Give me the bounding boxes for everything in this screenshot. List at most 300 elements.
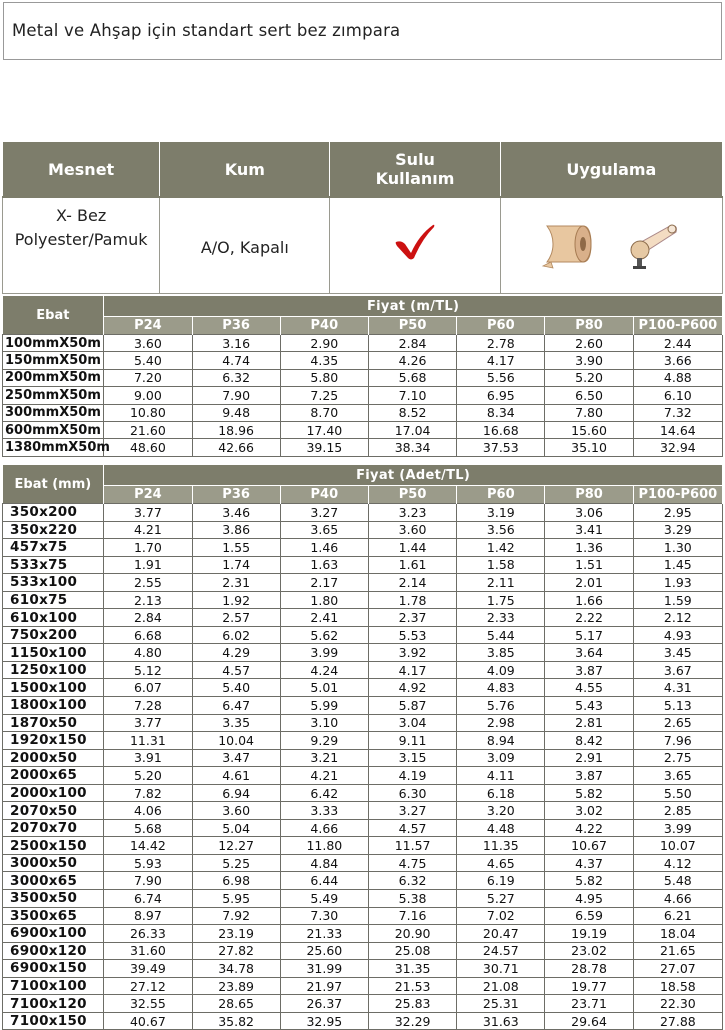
price-cell: 1.74 xyxy=(192,556,280,574)
belt-sander-icon xyxy=(626,220,682,272)
price-cell: 3.60 xyxy=(368,521,456,539)
price-cell: 31.35 xyxy=(368,960,456,978)
mesnet-line-1: X- Bez xyxy=(55,206,107,225)
price-cell: 7.82 xyxy=(104,784,192,802)
table-row xyxy=(3,521,723,539)
size-label: 6900x120 xyxy=(3,942,104,960)
table-row xyxy=(3,749,723,767)
price-cell: 26.37 xyxy=(280,995,368,1013)
price-cell: 28.65 xyxy=(192,995,280,1013)
price-cell: 3.86 xyxy=(192,521,280,539)
price-cell: 35.10 xyxy=(545,439,633,456)
price-cell: 24.57 xyxy=(457,942,545,960)
price-cell: 2.75 xyxy=(633,749,722,767)
price-cell: 3.27 xyxy=(368,802,456,820)
table-row xyxy=(3,732,723,750)
product-title: Metal ve Ahşap için standart sert bez zımpara xyxy=(12,21,401,40)
price-cell: 39.49 xyxy=(104,960,192,978)
price-cell: 9.48 xyxy=(192,404,280,421)
price-cell: 10.80 xyxy=(104,404,192,421)
price-cell: 4.35 xyxy=(280,352,368,369)
price-cell: 2.12 xyxy=(633,609,722,627)
price-cell: 3.15 xyxy=(368,749,456,767)
price-cell: 21.53 xyxy=(368,977,456,995)
price-cell: 5.62 xyxy=(280,626,368,644)
price-cell: 2.44 xyxy=(633,335,722,352)
table-row xyxy=(3,404,723,421)
size-label: 350x200 xyxy=(3,504,104,522)
table-row xyxy=(3,626,723,644)
price-cell: 5.76 xyxy=(457,697,545,715)
grit-header-p36: P36 xyxy=(192,317,280,335)
price-cell: 1.55 xyxy=(192,539,280,557)
price-cell: 11.31 xyxy=(104,732,192,750)
price-cell: 4.61 xyxy=(192,767,280,785)
price-cell: 2.33 xyxy=(457,609,545,627)
price-cell: 3.77 xyxy=(104,504,192,522)
header-sulu-kullanim xyxy=(330,142,500,198)
price-cell: 1.80 xyxy=(280,591,368,609)
price-cell: 8.70 xyxy=(280,404,368,421)
price-cell: 3.60 xyxy=(192,802,280,820)
price-cell: 6.19 xyxy=(457,872,545,890)
price-cell: 18.96 xyxy=(192,421,280,438)
size-label: 1150x100 xyxy=(3,644,104,662)
price-cell: 5.49 xyxy=(280,890,368,908)
table-row xyxy=(3,539,723,557)
cell-sulu xyxy=(330,197,500,294)
price-cell: 6.32 xyxy=(192,369,280,386)
price-cell: 26.33 xyxy=(104,925,192,943)
mesnet-line-2: Polyester/Pamuk xyxy=(14,230,148,249)
price-cell: 3.29 xyxy=(633,521,722,539)
size-label: 3000x50 xyxy=(3,854,104,872)
price-cell: 4.06 xyxy=(104,802,192,820)
price-cell: 3.77 xyxy=(104,714,192,732)
table2-group-header: Fiyat (Adet/TL) xyxy=(104,465,723,486)
price-cell: 4.37 xyxy=(545,854,633,872)
price-table-piece xyxy=(2,465,723,1030)
price-cell: 6.98 xyxy=(192,872,280,890)
price-cell: 3.99 xyxy=(280,644,368,662)
price-cell: 21.60 xyxy=(104,421,192,438)
price-cell: 1.42 xyxy=(457,539,545,557)
price-cell: 3.64 xyxy=(545,644,633,662)
size-label: 7100x150 xyxy=(3,1012,104,1030)
price-cell: 5.93 xyxy=(104,854,192,872)
price-cell: 5.20 xyxy=(545,369,633,386)
price-cell: 32.29 xyxy=(368,1012,456,1030)
table-row xyxy=(3,925,723,943)
price-cell: 6.74 xyxy=(104,890,192,908)
price-cell: 5.53 xyxy=(368,626,456,644)
size-label: 2000x65 xyxy=(3,767,104,785)
price-cell: 2.78 xyxy=(457,335,545,352)
price-cell: 7.16 xyxy=(368,907,456,925)
price-cell: 1.61 xyxy=(368,556,456,574)
price-cell: 2.60 xyxy=(545,335,633,352)
size-label: 6900x100 xyxy=(3,925,104,943)
price-cell: 2.84 xyxy=(104,609,192,627)
price-cell: 3.66 xyxy=(633,352,722,369)
header-uygulama: Uygulama xyxy=(500,142,722,198)
price-cell: 5.82 xyxy=(545,872,633,890)
price-cell: 6.94 xyxy=(192,784,280,802)
size-label: 7100x120 xyxy=(3,995,104,1013)
price-cell: 5.20 xyxy=(104,767,192,785)
price-cell: 2.14 xyxy=(368,574,456,592)
price-cell: 5.27 xyxy=(457,890,545,908)
price-cell: 14.42 xyxy=(104,837,192,855)
price-cell: 4.88 xyxy=(633,369,722,386)
price-cell: 3.45 xyxy=(633,644,722,662)
price-cell: 7.30 xyxy=(280,907,368,925)
size-label: 7100x100 xyxy=(3,977,104,995)
price-cell: 4.95 xyxy=(545,890,633,908)
price-cell: 20.90 xyxy=(368,925,456,943)
price-cell: 15.60 xyxy=(545,421,633,438)
price-cell: 4.17 xyxy=(368,661,456,679)
price-cell: 7.20 xyxy=(104,369,192,386)
price-cell: 10.04 xyxy=(192,732,280,750)
price-cell: 4.65 xyxy=(457,854,545,872)
price-cell: 18.58 xyxy=(633,977,722,995)
price-cell: 1.45 xyxy=(633,556,722,574)
price-cell: 32.55 xyxy=(104,995,192,1013)
price-cell: 1.51 xyxy=(545,556,633,574)
size-label: 1920x150 xyxy=(3,732,104,750)
price-cell: 31.60 xyxy=(104,942,192,960)
price-cell: 3.35 xyxy=(192,714,280,732)
size-label: 1500x100 xyxy=(3,679,104,697)
table-row xyxy=(3,504,723,522)
price-cell: 25.83 xyxy=(368,995,456,1013)
price-cell: 1.58 xyxy=(457,556,545,574)
price-cell: 1.46 xyxy=(280,539,368,557)
price-cell: 5.38 xyxy=(368,890,456,908)
price-cell: 2.81 xyxy=(545,714,633,732)
price-cell: 1.91 xyxy=(104,556,192,574)
price-cell: 5.56 xyxy=(457,369,545,386)
price-cell: 4.22 xyxy=(545,819,633,837)
price-cell: 1.70 xyxy=(104,539,192,557)
price-cell: 3.60 xyxy=(104,335,192,352)
price-cell: 16.68 xyxy=(457,421,545,438)
price-cell: 21.97 xyxy=(280,977,368,995)
price-cell: 28.78 xyxy=(545,960,633,978)
price-cell: 1.63 xyxy=(280,556,368,574)
price-cell: 21.08 xyxy=(457,977,545,995)
price-cell: 5.87 xyxy=(368,697,456,715)
price-cell: 25.31 xyxy=(457,995,545,1013)
table-row xyxy=(3,661,723,679)
grit-header-p100-p600: P100-P600 xyxy=(633,486,722,504)
price-cell: 3.85 xyxy=(457,644,545,662)
price-cell: 5.50 xyxy=(633,784,722,802)
price-cell: 27.88 xyxy=(633,1012,722,1030)
price-cell: 3.21 xyxy=(280,749,368,767)
price-cell: 34.78 xyxy=(192,960,280,978)
price-cell: 3.56 xyxy=(457,521,545,539)
size-label: 3500x50 xyxy=(3,890,104,908)
table-row xyxy=(3,609,723,627)
table-row xyxy=(3,995,723,1013)
price-cell: 21.65 xyxy=(633,942,722,960)
size-label: 610x75 xyxy=(3,591,104,609)
size-label: 200mmX50m xyxy=(3,369,104,386)
grit-header-p50: P50 xyxy=(368,486,456,504)
price-cell: 3.27 xyxy=(280,504,368,522)
table-row xyxy=(3,352,723,369)
price-cell: 3.87 xyxy=(545,661,633,679)
price-cell: 23.71 xyxy=(545,995,633,1013)
size-label: 533x100 xyxy=(3,574,104,592)
price-cell: 2.17 xyxy=(280,574,368,592)
size-label: 150mmX50m xyxy=(3,352,104,369)
table-row xyxy=(3,960,723,978)
price-cell: 17.40 xyxy=(280,421,368,438)
price-cell: 27.82 xyxy=(192,942,280,960)
price-cell: 4.75 xyxy=(368,854,456,872)
price-table-meter xyxy=(2,296,723,457)
size-label: 1800x100 xyxy=(3,697,104,715)
price-cell: 2.91 xyxy=(545,749,633,767)
price-cell: 6.07 xyxy=(104,679,192,697)
size-label: 3000x65 xyxy=(3,872,104,890)
table-row xyxy=(3,837,723,855)
header-sulu-line-2: Kullanım xyxy=(375,169,455,188)
price-cell: 4.83 xyxy=(457,679,545,697)
price-cell: 5.17 xyxy=(545,626,633,644)
price-cell: 38.34 xyxy=(368,439,456,456)
price-cell: 29.64 xyxy=(545,1012,633,1030)
price-cell: 9.29 xyxy=(280,732,368,750)
size-label: 3500x65 xyxy=(3,907,104,925)
price-cell: 2.13 xyxy=(104,591,192,609)
size-label: 533x75 xyxy=(3,556,104,574)
price-cell: 32.94 xyxy=(633,439,722,456)
size-label: 350x220 xyxy=(3,521,104,539)
price-cell: 5.68 xyxy=(368,369,456,386)
price-cell: 2.11 xyxy=(457,574,545,592)
price-cell: 48.60 xyxy=(104,439,192,456)
price-cell: 32.95 xyxy=(280,1012,368,1030)
price-cell: 30.71 xyxy=(457,960,545,978)
size-label: 250mmX50m xyxy=(3,387,104,404)
price-cell: 6.42 xyxy=(280,784,368,802)
price-cell: 6.02 xyxy=(192,626,280,644)
size-label: 1250x100 xyxy=(3,661,104,679)
price-cell: 9.00 xyxy=(104,387,192,404)
table-row xyxy=(3,1012,723,1030)
red-checkmark-icon xyxy=(393,222,437,262)
table-row xyxy=(3,714,723,732)
price-cell: 3.09 xyxy=(457,749,545,767)
price-cell: 8.52 xyxy=(368,404,456,421)
price-cell: 35.82 xyxy=(192,1012,280,1030)
header-sulu-line-1: Sulu xyxy=(395,150,435,169)
grit-header-p60: P60 xyxy=(457,486,545,504)
price-cell: 5.82 xyxy=(545,784,633,802)
price-cell: 10.67 xyxy=(545,837,633,855)
price-cell: 8.42 xyxy=(545,732,633,750)
price-cell: 2.90 xyxy=(280,335,368,352)
price-cell: 3.06 xyxy=(545,504,633,522)
table-row xyxy=(3,591,723,609)
price-cell: 6.10 xyxy=(633,387,722,404)
table-row xyxy=(3,907,723,925)
price-cell: 11.80 xyxy=(280,837,368,855)
price-cell: 3.46 xyxy=(192,504,280,522)
price-cell: 6.44 xyxy=(280,872,368,890)
price-cell: 7.80 xyxy=(545,404,633,421)
price-cell: 2.95 xyxy=(633,504,722,522)
price-cell: 3.47 xyxy=(192,749,280,767)
table-row xyxy=(3,819,723,837)
price-cell: 1.30 xyxy=(633,539,722,557)
price-cell: 4.17 xyxy=(457,352,545,369)
price-cell: 22.30 xyxy=(633,995,722,1013)
price-cell: 4.31 xyxy=(633,679,722,697)
price-cell: 4.55 xyxy=(545,679,633,697)
price-cell: 3.65 xyxy=(280,521,368,539)
price-cell: 6.47 xyxy=(192,697,280,715)
price-cell: 3.90 xyxy=(545,352,633,369)
price-cell: 7.02 xyxy=(457,907,545,925)
header-kum: Kum xyxy=(160,142,330,198)
price-cell: 23.19 xyxy=(192,925,280,943)
grit-header-p80: P80 xyxy=(545,317,633,335)
grit-header-p40: P40 xyxy=(280,486,368,504)
cell-kum: A/O, Kapalı xyxy=(160,197,330,294)
price-cell: 6.18 xyxy=(457,784,545,802)
price-cell: 5.13 xyxy=(633,697,722,715)
price-cell: 3.20 xyxy=(457,802,545,820)
price-cell: 7.32 xyxy=(633,404,722,421)
price-cell: 4.66 xyxy=(633,890,722,908)
table-row xyxy=(3,784,723,802)
price-cell: 2.31 xyxy=(192,574,280,592)
cell-mesnet xyxy=(3,197,160,294)
price-cell: 8.97 xyxy=(104,907,192,925)
price-cell: 3.87 xyxy=(545,767,633,785)
size-label: 300mmX50m xyxy=(3,404,104,421)
size-label: 2070x70 xyxy=(3,819,104,837)
price-cell: 6.95 xyxy=(457,387,545,404)
price-cell: 4.57 xyxy=(192,661,280,679)
size-label: 2000x100 xyxy=(3,784,104,802)
price-cell: 1.93 xyxy=(633,574,722,592)
price-cell: 27.12 xyxy=(104,977,192,995)
price-cell: 37.53 xyxy=(457,439,545,456)
price-cell: 42.66 xyxy=(192,439,280,456)
price-cell: 7.25 xyxy=(280,387,368,404)
price-cell: 6.30 xyxy=(368,784,456,802)
price-cell: 6.59 xyxy=(545,907,633,925)
size-label: 600mmX50m xyxy=(3,421,104,438)
price-cell: 4.93 xyxy=(633,626,722,644)
table-row xyxy=(3,679,723,697)
price-cell: 5.48 xyxy=(633,872,722,890)
size-label: 1870x50 xyxy=(3,714,104,732)
price-cell: 21.33 xyxy=(280,925,368,943)
price-cell: 6.50 xyxy=(545,387,633,404)
price-cell: 3.92 xyxy=(368,644,456,662)
table-row xyxy=(3,644,723,662)
price-cell: 5.12 xyxy=(104,661,192,679)
price-cell: 2.22 xyxy=(545,609,633,627)
grit-header-p50: P50 xyxy=(368,317,456,335)
grit-header-p80: P80 xyxy=(545,486,633,504)
price-cell: 11.35 xyxy=(457,837,545,855)
price-cell: 2.37 xyxy=(368,609,456,627)
product-title-box xyxy=(3,2,722,60)
table-row xyxy=(3,369,723,386)
price-cell: 7.96 xyxy=(633,732,722,750)
price-cell: 5.40 xyxy=(192,679,280,697)
price-cell: 3.41 xyxy=(545,521,633,539)
price-cell: 3.10 xyxy=(280,714,368,732)
price-cell: 5.25 xyxy=(192,854,280,872)
price-cell: 7.10 xyxy=(368,387,456,404)
price-cell: 2.84 xyxy=(368,335,456,352)
price-cell: 2.57 xyxy=(192,609,280,627)
spec-table xyxy=(2,141,723,294)
price-cell: 1.36 xyxy=(545,539,633,557)
price-cell: 5.44 xyxy=(457,626,545,644)
price-cell: 4.84 xyxy=(280,854,368,872)
price-cell: 7.28 xyxy=(104,697,192,715)
size-label: 2000x50 xyxy=(3,749,104,767)
price-cell: 4.66 xyxy=(280,819,368,837)
price-cell: 4.09 xyxy=(457,661,545,679)
table1-ebat-header: Ebat xyxy=(3,296,104,335)
price-cell: 11.57 xyxy=(368,837,456,855)
table-row xyxy=(3,335,723,352)
grit-header-p40: P40 xyxy=(280,317,368,335)
price-cell: 3.67 xyxy=(633,661,722,679)
price-cell: 27.07 xyxy=(633,960,722,978)
size-label: 6900x150 xyxy=(3,960,104,978)
price-cell: 2.65 xyxy=(633,714,722,732)
price-cell: 25.60 xyxy=(280,942,368,960)
price-cell: 2.41 xyxy=(280,609,368,627)
price-cell: 4.74 xyxy=(192,352,280,369)
table1-group-header: Fiyat (m/TL) xyxy=(104,296,723,317)
price-cell: 5.04 xyxy=(192,819,280,837)
table-row xyxy=(3,387,723,404)
price-cell: 4.80 xyxy=(104,644,192,662)
size-label: 100mmX50m xyxy=(3,335,104,352)
price-cell: 23.89 xyxy=(192,977,280,995)
price-cell: 8.34 xyxy=(457,404,545,421)
grit-header-p36: P36 xyxy=(192,486,280,504)
size-label: 610x100 xyxy=(3,609,104,627)
size-label: 1380mmX50m xyxy=(3,439,104,456)
price-cell: 7.90 xyxy=(104,872,192,890)
price-cell: 3.99 xyxy=(633,819,722,837)
price-cell: 40.67 xyxy=(104,1012,192,1030)
price-cell: 3.33 xyxy=(280,802,368,820)
price-cell: 4.92 xyxy=(368,679,456,697)
table-row xyxy=(3,942,723,960)
price-cell: 4.26 xyxy=(368,352,456,369)
grit-header-p24: P24 xyxy=(104,317,192,335)
size-label: 2500x150 xyxy=(3,837,104,855)
price-cell: 4.24 xyxy=(280,661,368,679)
price-cell: 18.04 xyxy=(633,925,722,943)
table-row xyxy=(3,439,723,456)
